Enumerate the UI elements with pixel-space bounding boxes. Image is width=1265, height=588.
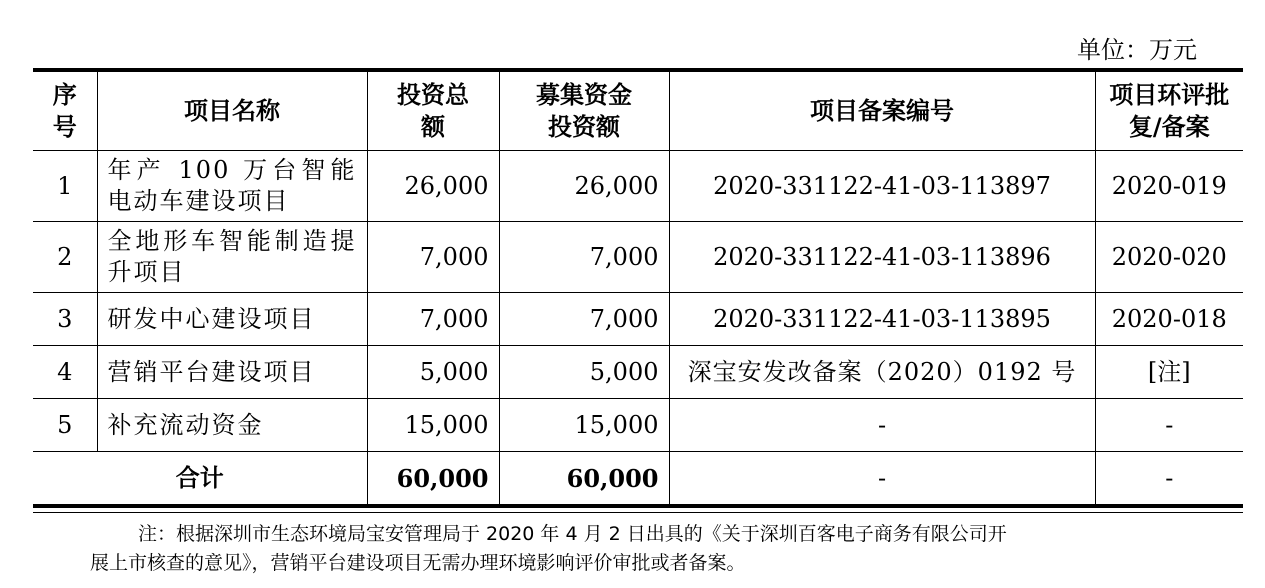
footnote-line-1: 注：根据深圳市生态环境局宝安管理局于 2020 年 4 月 2 日出具的《关于深圳百客电子商务有限公司开 <box>138 523 1007 545</box>
header-env-approval: 项目环评批复/备案 <box>1095 70 1243 151</box>
header-project-name: 项目名称 <box>97 70 367 151</box>
row-record-number: 2020-331122-41-03-113895 <box>669 293 1095 346</box>
table-row <box>33 293 1243 346</box>
row-env-approval: - <box>1095 399 1243 452</box>
row-total-investment: 7,000 <box>367 293 499 346</box>
row-total-investment: 7,000 <box>367 222 499 293</box>
row-record-number: 2020-331122-41-03-113896 <box>669 222 1095 293</box>
investment-table <box>33 68 1243 508</box>
row-project-name: 营销平台建设项目 <box>97 346 367 399</box>
row-record-number: 2020-331122-41-03-113897 <box>669 151 1095 222</box>
row-record-number: - <box>669 399 1095 452</box>
table-row <box>33 222 1243 293</box>
row-total-investment: 5,000 <box>367 346 499 399</box>
table-header-row <box>33 70 1243 151</box>
footnote <box>90 520 1220 578</box>
row-env-approval: 2020-019 <box>1095 151 1243 222</box>
row-seq: 4 <box>33 346 97 399</box>
header-seq: 序号 <box>33 70 97 151</box>
row-raised-investment: 26,000 <box>499 151 669 222</box>
table-row <box>33 151 1243 222</box>
row-env-approval: [注] <box>1095 346 1243 399</box>
row-total-investment: 26,000 <box>367 151 499 222</box>
row-project-name: 补充流动资金 <box>97 399 367 452</box>
total-env-approval: - <box>1095 452 1243 507</box>
row-raised-investment: 5,000 <box>499 346 669 399</box>
row-total-investment: 15,000 <box>367 399 499 452</box>
row-raised-investment: 15,000 <box>499 399 669 452</box>
table-row <box>33 346 1243 399</box>
row-env-approval: 2020-020 <box>1095 222 1243 293</box>
total-label: 合计 <box>33 452 367 507</box>
unit-label: 单位：万元 <box>1077 36 1197 64</box>
row-seq: 1 <box>33 151 97 222</box>
total-row <box>33 452 1243 507</box>
row-raised-investment: 7,000 <box>499 293 669 346</box>
row-record-number: 深宝安发改备案（2020）0192 号 <box>669 346 1095 399</box>
total-record-number: - <box>669 452 1095 507</box>
row-seq: 5 <box>33 399 97 452</box>
row-seq: 2 <box>33 222 97 293</box>
row-project-name: 研发中心建设项目 <box>97 293 367 346</box>
footnote-line-2: 展上市核查的意见》，营销平台建设项目无需办理环境影响评价审批或者备案。 <box>90 552 746 574</box>
investment-table-container <box>33 68 1243 508</box>
raised-investment-sum: 60,000 <box>499 452 669 507</box>
row-project-name: 全地形车智能制造提升项目 <box>97 222 367 293</box>
row-raised-investment: 7,000 <box>499 222 669 293</box>
table-row <box>33 399 1243 452</box>
row-env-approval: 2020-018 <box>1095 293 1243 346</box>
row-project-name: 年产 100 万台智能电动车建设项目 <box>97 151 367 222</box>
header-raised-investment: 募集资金投资额 <box>499 70 669 151</box>
table-bottom-rule <box>33 512 1243 513</box>
header-record-number: 项目备案编号 <box>669 70 1095 151</box>
row-seq: 3 <box>33 293 97 346</box>
total-investment-sum: 60,000 <box>367 452 499 507</box>
header-total-investment: 投资总额 <box>367 70 499 151</box>
